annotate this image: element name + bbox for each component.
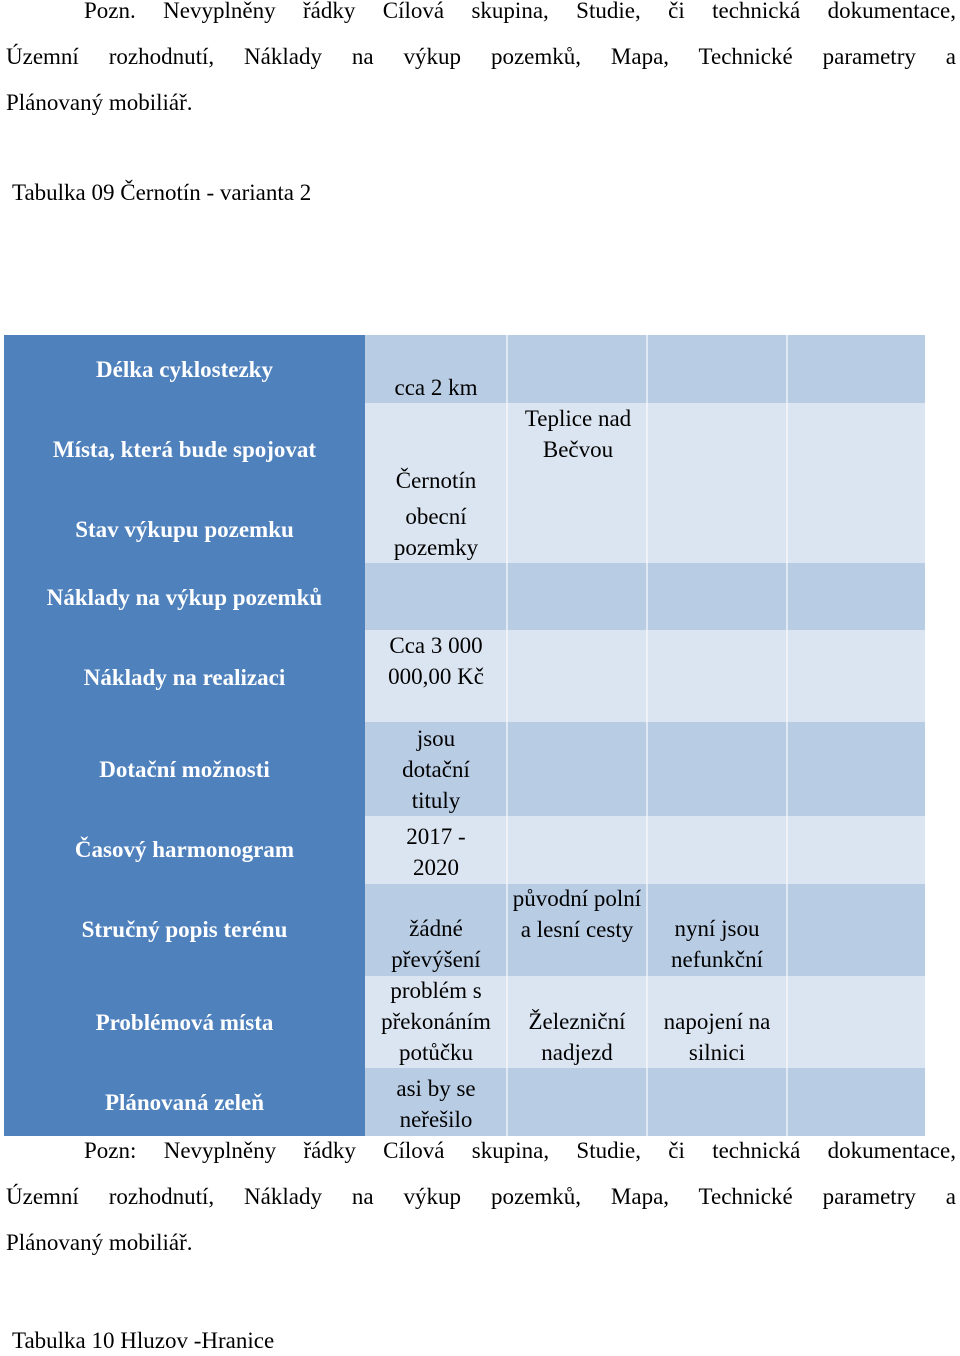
row-label-stav-vykupu: Stav výkupu pozemku	[75, 517, 294, 542]
cell-mista: Černotín	[395, 468, 477, 493]
cell-harmonogram: 2017 - 2020	[406, 824, 466, 880]
cell-delka: cca 2 km	[394, 375, 478, 400]
note-bottom-line-1: Pozn: Nevyplněny řádky Cílová skupina, Studie, či technická dokumentace,	[84, 1138, 956, 1163]
row-label-naklady-vykup: Náklady na výkup pozemků	[46, 585, 323, 610]
row-label-naklady-realizace: Náklady na realizaci	[83, 665, 286, 690]
table-10-caption: Tabulka 10 Hluzov -Hranice	[12, 1328, 275, 1353]
note-bottom-line-3: Plánovaný mobiliář.	[6, 1230, 193, 1255]
cell-popis-3: nyní jsou nefunkční	[671, 916, 763, 972]
row-label-harmonogram: Časový harmonogram	[74, 837, 295, 862]
note-bottom-line-2: Územní rozhodnutí, Náklady na výkup pozemků, Mapa, Technické parametry a	[6, 1184, 956, 1209]
row-label-delka: Délka cyklostezky	[96, 357, 273, 382]
cell-zelen: asi by se neřešilo	[396, 1076, 476, 1132]
note-top-line-2: Územní rozhodnutí, Náklady na výkup pozemků, Mapa, Technické parametry a	[6, 44, 956, 69]
note-top-line-3: Plánovaný mobiliář.	[6, 90, 193, 115]
table-09-caption: Tabulka 09 Černotín - varianta 2	[12, 180, 312, 205]
row-label-mista: Místa, která bude spojovat	[52, 437, 317, 462]
cell-mista-2: Teplice nad Bečvou	[524, 406, 632, 462]
cell-popis-2: původní polní a lesní cesty	[512, 886, 642, 942]
cell-problemova-2: Železniční nadjezd	[528, 1009, 626, 1065]
cell-dotacni: jsou dotační tituly	[402, 726, 470, 813]
row-label-problemova: Problémová místa	[95, 1010, 274, 1035]
cell-problemova: problém s překonáním potůčku	[381, 978, 491, 1065]
column-divider	[786, 335, 788, 1136]
row-label-dotacni: Dotační možnosti	[99, 757, 270, 782]
cell-realizace: Cca 3 000 000,00 Kč	[388, 633, 484, 689]
cell-popis: žádné převýšení	[391, 916, 481, 972]
row-label-popis-terenu: Stručný popis terénu	[81, 917, 288, 942]
note-bottom	[6, 1128, 956, 1266]
header-extend-row-4	[365, 563, 925, 630]
note-top-line-1: Pozn. Nevyplněny řádky Cílová skupina, Studie, či technická dokumentace,	[84, 0, 956, 23]
cell-problemova-3: napojení na silnici	[663, 1009, 771, 1065]
row-label-zelen: Plánovaná zeleň	[104, 1090, 265, 1115]
cell-stav: obecní pozemky	[393, 504, 479, 560]
